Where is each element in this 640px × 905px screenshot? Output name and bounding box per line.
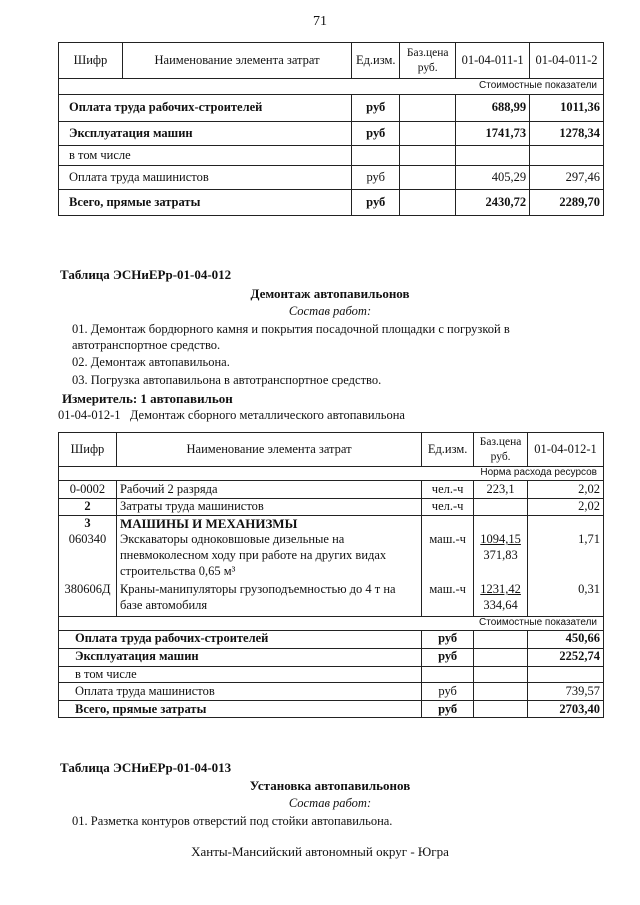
work-label: Состав работ: <box>288 796 372 810</box>
item-caption: 01-04-012-1 Демонтаж сборного металлического автопавильона <box>58 408 405 422</box>
header-col1: 01-04-011-1 <box>456 43 530 79</box>
section-title: Установка автопавильонов <box>249 778 411 793</box>
table-row: 380606Д Краны-манипуляторы грузоподъемностью до 4 т на базе автомобиля маш.-ч 1231,42 334,64 0,31 <box>59 582 604 616</box>
meter-label: Измеритель: 1 автопавильон <box>62 391 233 406</box>
section-title: Демонтаж автопавильонов <box>250 286 410 301</box>
section-label: Стоимостные показатели <box>59 79 604 95</box>
work-item: 02. Демонтаж автопавильона. <box>72 355 230 369</box>
header-name: Наименование элемента затрат <box>122 43 351 79</box>
table-row: Оплата труда рабочих-строителей руб 450,66 <box>59 630 604 648</box>
header-col2: 01-04-011-2 <box>530 43 604 79</box>
table-row: Оплата труда машинистов руб 739,57 <box>59 683 604 701</box>
table-row: 3 МАШИНЫ И МЕХАНИЗМЫ <box>59 516 604 533</box>
footer-text: Ханты-Мансийский автономный округ - Югра <box>191 844 449 859</box>
table-row: Всего, прямые затраты руб 2703,40 <box>59 701 604 718</box>
table-row: Всего, прямые затраты руб 2430,72 2289,70 <box>59 190 604 216</box>
header-col1: 01-04-012-1 <box>528 433 604 467</box>
header-code: Шифр <box>59 433 117 467</box>
table-code: Таблица ЭСНиЕРр-01-04-013 <box>60 760 232 775</box>
table-row: Оплата труда машинистов руб 405,29 297,46 <box>59 166 604 190</box>
header-unit: Ед.изм. <box>352 43 400 79</box>
cost-label: Стоимостные показатели <box>59 616 604 630</box>
table-row: 2 Затраты труда машинистов чел.-ч 2,02 <box>59 499 604 516</box>
work-item: 01. Демонтаж бордюрного камня и покрытия посадочной площадки с погрузкой в автотранспортное средство. <box>72 322 510 353</box>
table-row: Оплата труда рабочих-строителей руб 688,99 1011,36 <box>59 95 604 122</box>
page-number: 71 <box>313 14 327 29</box>
header-base-price: Баз.цена руб. <box>400 43 456 79</box>
table-row: Эксплуатация машин руб 2252,74 <box>59 648 604 666</box>
header-unit: Ед.изм. <box>422 433 474 467</box>
table-row: 060340 Экскаваторы одноковшовые дизельные на пневмоколесном ходу при работе на других видах строительства 0,65 м³ маш.-ч 1094,15 371,83 1,71 <box>59 532 604 582</box>
table-row: 0-0002 Рабочий 2 разряда чел.-ч 223,1 2,02 <box>59 481 604 499</box>
norm-label: Норма расхода ресурсов <box>59 467 604 481</box>
table-row: в том числе <box>59 146 604 166</box>
header-base-price: Баз.цена руб. <box>474 433 528 467</box>
table-row: в том числе <box>59 666 604 683</box>
cost-table-1 <box>58 42 604 216</box>
work-item: 03. Погрузка автопавильона в автотранспортное средство. <box>72 373 382 387</box>
header-code: Шифр <box>59 43 123 79</box>
work-label: Состав работ: <box>288 304 372 318</box>
table-code: Таблица ЭСНиЕРр-01-04-012 <box>60 267 232 282</box>
work-item: 01. Разметка контуров отверстий под стойки автопавильона. <box>72 814 393 828</box>
header-name: Наименование элемента затрат <box>116 433 421 467</box>
resource-table <box>58 432 604 718</box>
table-row: Эксплуатация машин руб 1741,73 1278,34 <box>59 122 604 146</box>
